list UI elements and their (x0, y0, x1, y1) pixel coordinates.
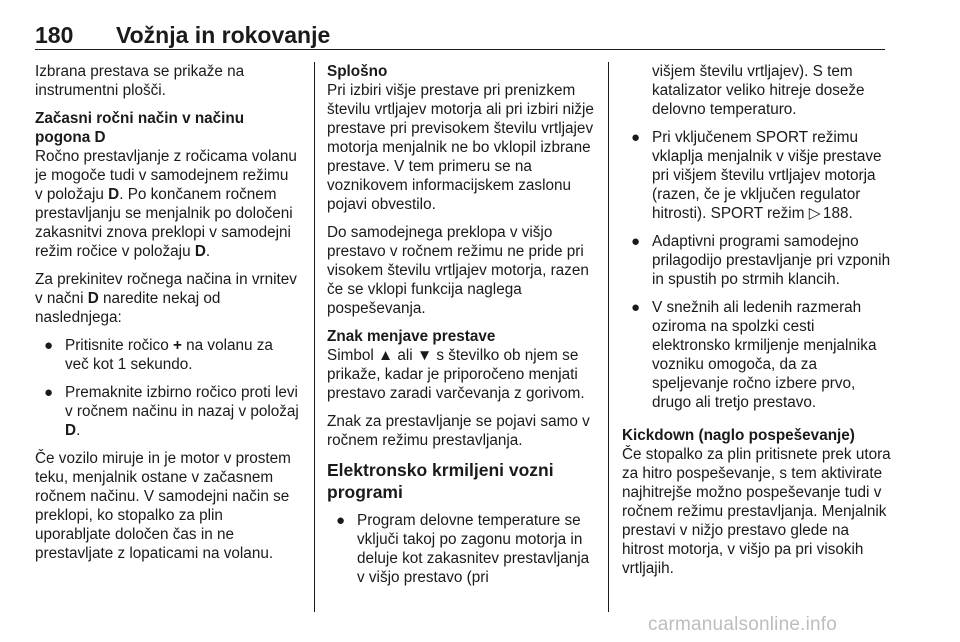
column-2 (327, 62, 597, 596)
column-3 (622, 62, 892, 587)
section-title: Vožnja in rokovanje (116, 22, 331, 48)
column-divider (608, 62, 609, 612)
paragraph: Če stopalko za plin pritisnete prek utora za hitro pospeševanje, s tem aktivirate najhitrejše možno pospeševanje tudi v ročnem režimu prestavljanja. Menjalnik prestavi v nižjo prestavo glede na hitrost motorja, v višjo pa pri visokih vrtljajih. (622, 446, 891, 577)
subheading: Začasni ročni način v načinu pogona D (35, 110, 245, 146)
bullet-icon: ● (631, 299, 641, 316)
header-rule (35, 49, 885, 50)
paragraph: Za prekinitev ročnega načina in vrnitev v načni D naredite nekaj od naslednjega: (35, 271, 297, 326)
list-item: ● Premaknite izbirno ročico proti levi v ročnem načinu in nazaj v položaj D. (44, 384, 299, 439)
section-heading: Elektronsko krmiljeni vozni programi (327, 460, 554, 502)
arrow-reference-icon: ▷ (808, 205, 821, 222)
list-item-continued: višjem številu vrtljajev). S tem katalizator veliko hitreje doseže delovno temperaturo. (652, 63, 865, 118)
bullet-list (327, 511, 597, 587)
subheading: Znak menjave prestave (327, 328, 496, 345)
page-header (35, 22, 885, 50)
bullet-icon: ● (44, 384, 54, 401)
paragraph: Simbol ▲ ali ▼ s številko ob njem se prikaže, kadar je priporočeno menjati prestavo zaradi varčevanja z gorivom. (327, 347, 585, 402)
column-divider (314, 62, 315, 612)
bullet-icon: ● (336, 512, 346, 529)
paragraph: Do samodejnega preklopa v višjo prestavo v ročnem režimu ne pride pri visokem številu vrtljajev motorja, razen če se vklopi funkcija naglega pospeševanja. (327, 224, 589, 317)
list-item: ● Adaptivni programi samodejno prilagodijo prestavljanje pri vzponih in spustih po strmih klancih. (631, 233, 891, 288)
bullet-icon: ● (44, 337, 54, 354)
bullet-list (622, 62, 892, 412)
list-item: ● Program delovne temperature se vključi takoj po zagonu motorja in deluje kot zakasnitev prestavljanja v višjo prestavo (pri (336, 512, 590, 586)
subheading: Splošno (327, 63, 388, 80)
subheading: Kickdown (naglo pospeševanje) (622, 427, 855, 444)
bullet-list (35, 336, 300, 440)
list-item: ● Pritisnite ročico + na volanu za več kot 1 sekundo. (44, 337, 273, 373)
watermark: carmanualsonline.info (648, 614, 838, 635)
column-1 (35, 62, 300, 572)
paragraph: Če vozilo miruje in je motor v prostem teku, menjalnik ostane v začasnem ročnem načinu. V samodejni način se preklopi, ko stopalko za plin uporabljate določen čas in ne prestavljate z lopaticami na volanu. (35, 450, 291, 562)
list-item: ● Pri vključenem SPORT režimu vklaplja menjalnik v višje prestave pri višjem številu vrtljajev motorja (razen, če je vključen regulator hitrosti). SPORT režim ▷ 188. (631, 129, 882, 222)
page-number: 180 (35, 22, 74, 48)
paragraph: Ročno prestavljanje z ročicama volanu je mogoče tudi v samodejnem režimu v položaju D. Po končanem ročnem prestavljanju se menjalnik po določeni zakasnitvi znova preklopi v samodejni režim ročice v položaju D. (35, 148, 297, 260)
bullet-icon: ● (631, 129, 641, 146)
bullet-icon: ● (631, 233, 641, 250)
paragraph: Znak za prestavljanje se pojavi samo v ročnem režimu prestavljanja. (327, 413, 590, 449)
paragraph: Pri izbiri višje prestave pri prenizkem številu vrtljajev motorja ali pri izbiri nižje prestave pri previsokem številu vrtljajev motorja menjalnik ne bo vklopil izbrane prestave. V tem primeru se na voznikovem informacijskem zaslonu pojavi obvestilo. (327, 82, 594, 213)
list-item: ● V snežnih ali ledenih razmerah oziroma na spolzki cesti elektronsko krmiljenje menjalnika vozniku omogoča, da za speljevanje ročno izbere prvo, drugo ali tretjo prestavo. (631, 299, 877, 411)
intro-paragraph: Izbrana prestava se prikaže na instrumentni plošči. (35, 63, 245, 99)
